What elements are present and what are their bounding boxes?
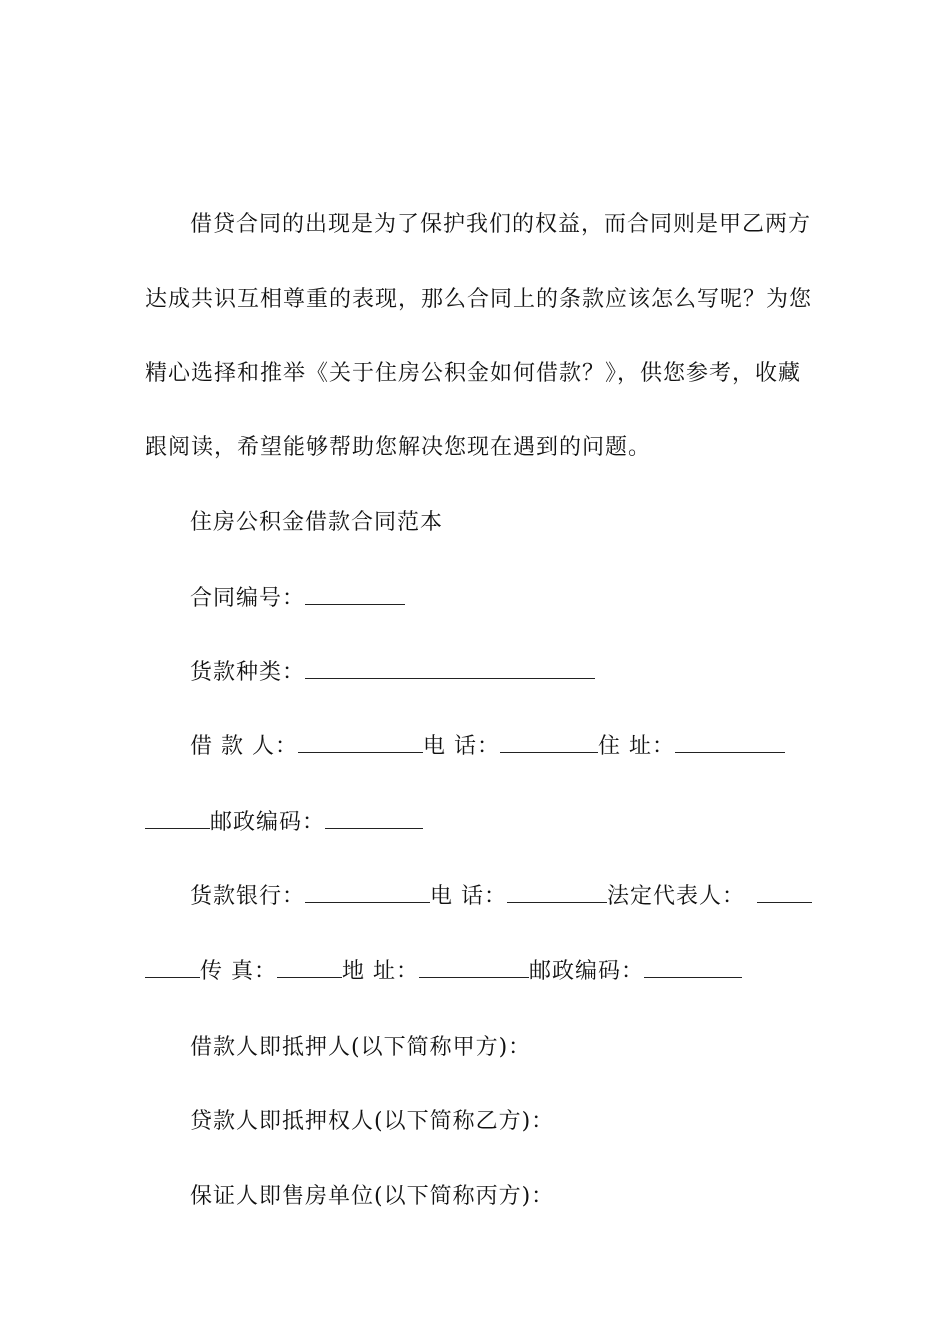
postcode-blank[interactable] — [325, 810, 423, 829]
fax-row — [145, 957, 742, 987]
phone-label: 电 话： — [423, 734, 500, 759]
intro-line-2: 达成共识互相尊重的表现，那么合同上的条款应该怎么写呢？为您 — [145, 287, 813, 312]
lender-bank-blank[interactable] — [305, 884, 430, 903]
borrower-label: 借 款 人： — [190, 734, 298, 759]
address2-label: 地 址： — [342, 959, 419, 984]
loan-type-blank[interactable] — [305, 660, 595, 679]
party-a: 借款人即抵押人(以下简称甲方)： — [190, 1035, 532, 1060]
intro-line-1: 借贷合同的出现是为了保护我们的权益，而合同则是甲乙两方 — [190, 212, 812, 237]
postcode-label: 邮政编码： — [210, 810, 326, 835]
bank-row — [190, 882, 812, 912]
legal-rep-blank[interactable] — [757, 884, 812, 903]
postcode-row — [145, 808, 423, 838]
fax-blank[interactable] — [277, 959, 342, 978]
postcode2-label: 邮政编码： — [529, 959, 645, 984]
intro-line-4: 跟阅读，希望能够帮助您解决您现在遇到的问题。 — [145, 435, 652, 460]
address2-blank[interactable] — [419, 959, 529, 978]
contract-no-blank[interactable] — [305, 586, 405, 605]
intro-line-3: 精心选择和推举《关于住房公积金如何借款？》，供您参考，收藏 — [145, 361, 802, 386]
legal-rep-label: 法定代表人： — [607, 884, 746, 909]
borrower-blank[interactable] — [298, 734, 423, 753]
loan-type-row — [190, 658, 595, 688]
party-b: 贷款人即抵押权人(以下简称乙方)： — [190, 1109, 555, 1134]
address-label: 住 址： — [598, 734, 675, 759]
postcode2-blank[interactable] — [644, 959, 742, 978]
contract-no-label: 合同编号： — [190, 586, 306, 611]
address-blank-cont[interactable] — [145, 810, 210, 829]
contract-title: 住房公积金借款合同范本 — [190, 510, 444, 535]
address-blank[interactable] — [675, 734, 785, 753]
legal-rep-blank-cont[interactable] — [145, 959, 200, 978]
phone-blank[interactable] — [500, 734, 598, 753]
contract-no-row — [190, 584, 405, 614]
fax-label: 传 真： — [200, 959, 277, 984]
lender-bank-label: 货款银行： — [190, 884, 306, 909]
party-c: 保证人即售房单位(以下简称丙方)： — [190, 1184, 555, 1209]
loan-type-label: 货款种类： — [190, 660, 306, 685]
phone2-label: 电 话： — [430, 884, 508, 909]
borrower-row — [190, 732, 785, 762]
phone2-blank[interactable] — [507, 884, 607, 903]
